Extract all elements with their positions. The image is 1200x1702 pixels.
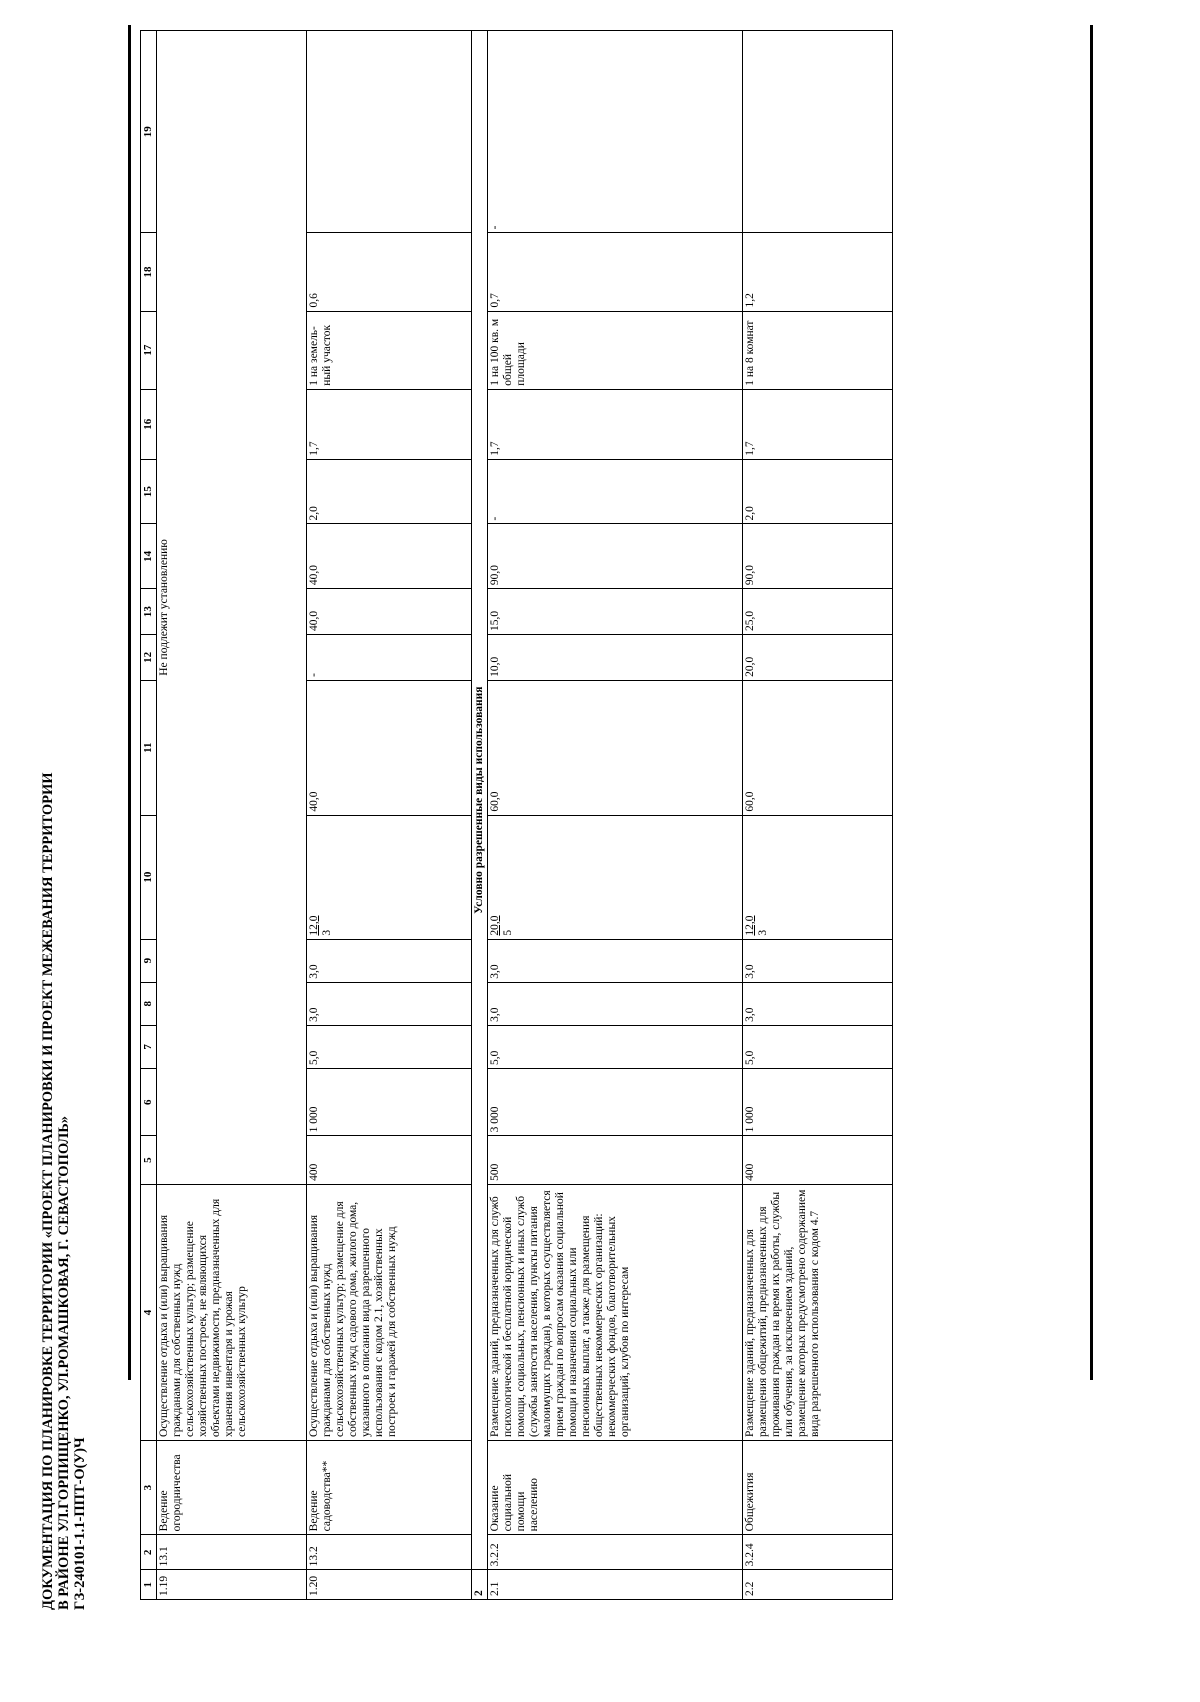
cell: - xyxy=(307,635,472,681)
table-row xyxy=(157,31,307,1600)
cell xyxy=(488,815,743,939)
col-header: 4 xyxy=(141,1184,157,1440)
cell: 1,7 xyxy=(743,389,893,459)
cell: 2.1 xyxy=(488,1570,743,1600)
cell: 3.2.4 xyxy=(743,1535,893,1570)
cell: 40,0 xyxy=(307,680,472,815)
col-header: 2 xyxy=(141,1535,157,1570)
cell xyxy=(743,815,893,939)
cell: 15,0 xyxy=(488,589,743,635)
cell: 1.19 xyxy=(157,1570,307,1600)
header-line-1: ДОКУМЕНТАЦИЯ ПО ПЛАНИРОВКЕ ТЕРРИТОРИИ «ПРОЕКТ ПЛАНИРОВКИ И ПРОЕКТ МЕЖЕВАНИЯ ТЕРРИТОРИИ xyxy=(40,772,56,1610)
col-header: 12 xyxy=(141,635,157,681)
col-header: 19 xyxy=(141,31,157,233)
cell xyxy=(307,815,472,939)
cell: 1,7 xyxy=(488,389,743,459)
cell: Ведение огородничества xyxy=(157,1440,307,1534)
cell: 1 на 100 кв. м общей площади xyxy=(488,311,743,389)
cell: 1,7 xyxy=(307,389,472,459)
col-header: 6 xyxy=(141,1068,157,1135)
fraction-bottom: 3 xyxy=(757,929,769,936)
cell: 20,0 xyxy=(743,635,893,681)
cell: 1.20 xyxy=(307,1570,472,1600)
cell: Осуществление отдыха и (или) выращивания гражданами для собственных нужд сельскохозяйственных культур; размещение для собственных нужд садового дома, жилого дома, указанного в описании вида разрешенного использования с кодом 2.1, хозяйственных построек и гаражей для собственных нужд xyxy=(307,1184,472,1440)
cell: 40,0 xyxy=(307,589,472,635)
header-row xyxy=(141,31,157,1600)
col-header: 9 xyxy=(141,939,157,982)
header-line-2: В РАЙОНЕ УЛ.ГОРПИЩЕНКО, УЛ.РОМАШКОВАЯ, Г. СЕВАСТОПОЛЬ» xyxy=(56,1115,72,1610)
cell: Размещение зданий, предназначенных для размещения общежитий, предназначенных для проживания граждан на время их работы, службы или обучения, за исключением зданий, размещение которых предусмотрено содержанием вида разрешенного использования с кодом 4.7 xyxy=(743,1184,893,1440)
cell: 400 xyxy=(743,1136,893,1185)
cell: 60,0 xyxy=(743,680,893,815)
col-header: 18 xyxy=(141,233,157,311)
cell: - xyxy=(488,31,743,233)
cell: Размещение зданий, предназначенных для служб психологической и бесплатной юридической помощи, социальных, пенсионных и иных служб (службы занятости населения, пункты питания малоимущих граждан), в которых осуществляется прием граждан по вопросам оказания социальной помощи и назначения социальных или пенсионных выплат, а также для размещения общественных некоммерческих организаций: некоммерческих фондов, благотворительных организаций, клубов по интересам xyxy=(488,1184,743,1440)
cell: 3,0 xyxy=(307,939,472,982)
cell: 2,0 xyxy=(307,459,472,524)
col-header: 13 xyxy=(141,589,157,635)
section-number: 2 xyxy=(472,1570,488,1600)
cell: 3.2.2 xyxy=(488,1535,743,1570)
cell: 500 xyxy=(488,1136,743,1185)
table-row xyxy=(743,31,893,1600)
cell: 5,0 xyxy=(488,1025,743,1068)
col-header: 7 xyxy=(141,1025,157,1068)
col-header: 1 xyxy=(141,1570,157,1600)
cell-span-note: Не подлежит установлению xyxy=(157,31,307,1185)
cell: Осуществление отдыха и (или) выращивания гражданами для собственных нужд сельскохозяйственных культур; размещение хозяйственных построек, не являющихся объектами недвижимости, предназначенных для хранения инвентаря и урожая сельскохозяйственных культур xyxy=(157,1184,307,1440)
cell: 3,0 xyxy=(488,982,743,1025)
cell: 3 000 xyxy=(488,1068,743,1135)
fraction-top: 12,0 xyxy=(308,915,320,936)
cell xyxy=(307,31,472,233)
cell: 5,0 xyxy=(743,1025,893,1068)
cell: 13.2 xyxy=(307,1535,472,1570)
fraction-bottom: 5 xyxy=(502,929,514,936)
cell: 3,0 xyxy=(488,939,743,982)
cell: Общежития xyxy=(743,1440,893,1534)
col-header: 5 xyxy=(141,1136,157,1185)
cell: 25,0 xyxy=(743,589,893,635)
col-header: 3 xyxy=(141,1440,157,1534)
cell: 10,0 xyxy=(488,635,743,681)
cell: 2,0 xyxy=(743,459,893,524)
col-header: 10 xyxy=(141,815,157,939)
cell: 90,0 xyxy=(743,524,893,589)
fraction-top: 12,0 xyxy=(744,915,756,936)
table-row xyxy=(307,31,472,1600)
col-header: 17 xyxy=(141,311,157,389)
cell xyxy=(743,31,893,233)
cell: - xyxy=(488,459,743,524)
cell: 1,2 xyxy=(743,233,893,311)
col-header: 16 xyxy=(141,389,157,459)
cell: 400 xyxy=(307,1136,472,1185)
cell: 3,0 xyxy=(307,982,472,1025)
cell: 3,0 xyxy=(743,939,893,982)
cell: 1 на 8 комнат xyxy=(743,311,893,389)
col-header: 15 xyxy=(141,459,157,524)
col-header: 11 xyxy=(141,680,157,815)
cell: Оказание социальной помощи населению xyxy=(488,1440,743,1534)
fraction-bottom: 3 xyxy=(321,929,333,936)
col-header: 14 xyxy=(141,524,157,589)
header-line-3: ГЗ-240101-1.1-ППТ-О(У)Ч xyxy=(72,1437,88,1610)
fraction-top: 20,0 xyxy=(489,915,501,936)
parameters-table xyxy=(140,30,893,1600)
cell: 1 000 xyxy=(307,1068,472,1135)
cell: 0,7 xyxy=(488,233,743,311)
cell: 40,0 xyxy=(307,524,472,589)
cell: 1 на земель-ный участок xyxy=(307,311,472,389)
cell: 90,0 xyxy=(488,524,743,589)
cell: 3,0 xyxy=(743,982,893,1025)
col-header: 8 xyxy=(141,982,157,1025)
cell: 2.2 xyxy=(743,1570,893,1600)
cell: 0,6 xyxy=(307,233,472,311)
table-row xyxy=(488,31,743,1600)
cell: 13.1 xyxy=(157,1535,307,1570)
cell: 5,0 xyxy=(307,1025,472,1068)
section-title: Условно разрешенные виды использования xyxy=(472,31,488,1570)
cell: Ведение садоводства** xyxy=(307,1440,472,1534)
rotated-page xyxy=(40,10,1120,1610)
cell: 1 000 xyxy=(743,1068,893,1135)
document-header xyxy=(40,10,88,1610)
section-row xyxy=(472,31,488,1600)
cell: 60,0 xyxy=(488,680,743,815)
